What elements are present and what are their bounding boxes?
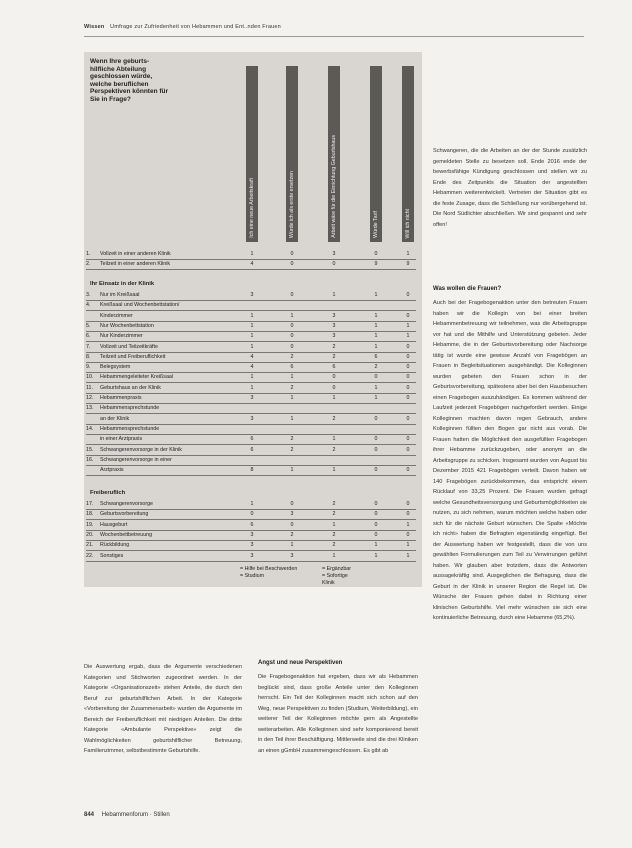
column-header-5-label: Will ich nicht (405, 208, 411, 238)
table-cell: 2 (332, 353, 336, 360)
table-cell: 1 (332, 395, 336, 401)
table-cell: 0 (332, 384, 336, 391)
table-row (86, 500, 416, 510)
table-cell: 2 (374, 364, 378, 371)
table-row (86, 415, 416, 425)
right-column-text-1 (433, 146, 587, 270)
column-header-1 (246, 66, 258, 242)
row-number: 5. (86, 322, 91, 329)
page-number: 844 (84, 812, 95, 818)
table-cell: 1 (250, 251, 254, 257)
table-row (86, 322, 416, 332)
row-label: Hebammensprechstunde (100, 405, 160, 412)
table-cell: 3 (250, 542, 254, 549)
table-cell: 0 (290, 261, 294, 268)
table-cell: 1 (374, 322, 378, 329)
table-cell: 1 (374, 292, 378, 298)
column-header-2 (286, 66, 298, 242)
header-section: Wissen (84, 24, 105, 30)
table-cell: 0 (406, 312, 410, 319)
page-header (84, 24, 584, 30)
table-cell: 3 (290, 511, 294, 518)
table-cell: 6 (250, 446, 254, 453)
column-header-4 (370, 66, 382, 242)
table-cell: 1 (332, 292, 336, 298)
table-row (86, 291, 416, 301)
table-row (86, 552, 416, 562)
table-cell: 1 (290, 395, 294, 401)
table-cell: 0 (290, 343, 294, 350)
row-label: Kinderzimmer (100, 312, 133, 319)
table-cell: 1 (406, 521, 410, 528)
table-cell: 1 (250, 374, 254, 381)
journal-name: Hebammenforum · Stillen (101, 812, 170, 818)
legend-item: = Studium (240, 573, 264, 579)
row-number: 8. (86, 353, 91, 360)
table-cell: 0 (406, 511, 410, 518)
table-cell: 0 (374, 521, 378, 528)
column-header-4-label: Würde Tarif (373, 211, 379, 238)
row-number: 21. (86, 542, 94, 549)
table-cell: 0 (406, 415, 410, 422)
table-cell: 1 (374, 395, 378, 401)
row-label: Hebammensprechstunde (100, 425, 160, 432)
table-row (86, 373, 416, 383)
legend-item: = Hilfe bei Beschwerden (240, 566, 298, 572)
table-row (86, 425, 416, 435)
column-header-2-label: Würde ich als erste ersetzen (289, 170, 295, 238)
row-number: 11. (86, 384, 93, 391)
table-cell: 2 (290, 531, 294, 538)
row-number: 6. (86, 333, 91, 340)
table-cell: 0 (332, 261, 336, 268)
row-number: 12. (86, 395, 94, 401)
legend-item: = Ergänzbar (322, 566, 352, 572)
row-label: Vollzeit in einer anderen Klinik (100, 251, 171, 257)
table-cell: 0 (374, 251, 378, 257)
table-row (86, 301, 416, 311)
table-cell: 3 (332, 322, 336, 329)
row-label: Nur im Kreißsaal (100, 292, 140, 298)
table-cell: 1 (332, 436, 336, 443)
row-label: Hebammengeleiteter Kreißsaal (100, 374, 174, 381)
table-cell: 3 (250, 415, 254, 422)
legend-left (240, 566, 300, 580)
table-cell: 0 (290, 292, 294, 298)
paragraph: Schwangeren, die die Arbeiten an der der Stunde zusätzlich gemeldeten Stelle zu besetzen soll. Ende 2016 ende der bewerbsfähige Kündigung geschlossen und stellen wir zu Ende des Zeitpunkts die Situation der angestellten Hebammen weiterentwickelt. Vertreten der Situation gibt es die feste Zusage, dass die Schließung nur vorübergehend ist. Die Nord Südlichter abschließen. Wir sind gespannt und sehr offen! (433, 148, 587, 228)
table-cell: 6 (332, 364, 336, 371)
table-cell: 0 (406, 501, 410, 507)
header-title: Umfrage zur Zufriedenheit von Hebammen und Ent..nden Frauen (110, 24, 281, 30)
table-cell: 1 (374, 542, 378, 549)
row-label: Hausgeburt (100, 521, 128, 528)
table-cell: 1 (374, 552, 378, 559)
table-cell: 1 (406, 333, 410, 340)
row-label: Rückbildung (100, 542, 130, 549)
row-number: 13. (86, 405, 94, 412)
table-cell: 0 (374, 467, 378, 474)
table-cell: 3 (332, 333, 336, 340)
table-cell: 1 (406, 542, 410, 549)
row-number: 3. (86, 292, 91, 298)
table-cell: 0 (406, 436, 410, 443)
table-cell: 8 (250, 467, 254, 474)
section-heading-klinik: Ihr Einsatz in der Klinik (90, 281, 155, 287)
table-cell: 0 (406, 292, 410, 298)
row-number: 14. (86, 425, 94, 432)
table-cell: 1 (250, 312, 254, 319)
table-cell: 0 (406, 364, 410, 371)
table-cell: 0 (374, 415, 378, 422)
row-number: 1. (86, 251, 91, 257)
table-cell: 0 (406, 395, 410, 401)
page-footer (84, 812, 170, 818)
table-cell: 2 (290, 446, 294, 453)
legend-item: Klinik (322, 580, 335, 586)
table-cell: 2 (332, 343, 336, 350)
table-cell: 0 (250, 511, 254, 518)
row-number: 10. (86, 374, 94, 381)
table-cell: 3 (250, 552, 254, 559)
table-cell: 3 (290, 552, 294, 559)
paragraph: Die Auswertung ergab, dass die Argumente verschiedenen Kategorien und Stichworten zugeordnet werden. In der Kategorie «Organisationszeit» stehen Anteile, die durch den Beruf zur geburtshilflichen Arbeit. In der Kategorie «Vorbereitung der Zusammenarbeit» wurden die Argumente im Bereich der Freiberuflichkeit mit niedrigen Anteilen. Die dritte Kategorie «Ambulante Perspektive» zeigt die Wahlmöglichkeiten geburtshilflicher Betreuung, Familienzimmer, selbstbestimmte Geburtshilfe. (84, 664, 242, 754)
column-header-3-label: Arbeit wäre für die Einrichtung Geburtshaus (331, 135, 337, 238)
table-row (86, 332, 416, 342)
table-cell: 4 (250, 353, 254, 360)
table-cell: 1 (332, 521, 336, 528)
table-cell: 0 (290, 501, 294, 507)
row-number: 20. (86, 531, 94, 538)
table-row (86, 250, 416, 260)
bottom-mid-heading: Angst und neue Perspektiven (258, 660, 343, 666)
table-cell: 0 (374, 374, 378, 381)
row-label: Teilzeit und Freiberuflichkeit (100, 353, 166, 360)
table-cell: 6 (250, 521, 254, 528)
row-number: 15. (86, 446, 94, 453)
table-cell: 2 (332, 511, 336, 518)
section-heading-freiberuflich: Freiberuflich (90, 490, 126, 496)
table-cell: 9 (406, 261, 410, 268)
table-cell: 1 (374, 333, 378, 340)
table-cell: 1 (374, 312, 378, 319)
table-cell: 2 (332, 531, 336, 538)
row-number: 9. (86, 364, 91, 371)
table-cell: 1 (374, 343, 378, 350)
table-cell: 0 (374, 436, 378, 443)
table-cell: 0 (406, 384, 410, 391)
table-cell: 0 (290, 333, 294, 340)
table-cell: 0 (406, 467, 410, 474)
bottom-mid-text (258, 672, 418, 802)
row-label: Belegsystem (100, 364, 131, 371)
table-cell: 6 (290, 364, 294, 371)
table-row (86, 353, 416, 363)
table-cell: 0 (406, 531, 410, 538)
table-cell: 1 (332, 467, 336, 474)
table-row (86, 404, 416, 414)
row-number: 22. (86, 552, 94, 559)
legend-right (322, 566, 382, 587)
table-cell: 3 (332, 251, 336, 257)
paragraph: Die Fragebogenaktion hat ergeben, dass wir als Hebammen beglückt sind, dass große Anteile unter den Kolleginnen herrscht. Ein Teil der Kolleginnen macht sich schon auf den Weg, neue Perspektiven zu finden (Studium, Weiterbildung), ein weiterer Teil der Kolleginnen möchte gern als Angestellte weiterarbeiten. Alle Kolleginnen sind sehr komponierend bereit in den Teil ihrer Beschäftigung. Mittlerweile sind die drei Kliniken an einen gGmbH zusammengeschlossen. Es gibt ab (258, 674, 418, 754)
table-row (86, 312, 416, 322)
column-header-1-label: Ich eine neue Arbeitskraft (249, 178, 255, 238)
table-row (86, 260, 416, 270)
table-cell: 1 (250, 384, 254, 391)
table-cell: 6 (374, 353, 378, 360)
row-label: Schwangerenvorsorge (100, 501, 153, 507)
table-cell: 1 (406, 322, 410, 329)
bottom-left-text (84, 662, 242, 802)
table-row (86, 343, 416, 353)
column-header-5 (402, 66, 414, 242)
table-cell: 4 (250, 261, 254, 268)
row-label: Sonstiges (100, 552, 124, 559)
row-label: Schwangerenvorsorge in der Klinik (100, 446, 182, 453)
row-label: Schwangerenvorsorge in einer (100, 456, 172, 463)
legend-item: = Sofortige (322, 573, 348, 579)
row-label: Vollzeit und Teilzeitkräfte (100, 343, 158, 350)
table-row (86, 466, 416, 476)
row-label: Nur Wochenbettstation (100, 322, 154, 329)
table-cell: 0 (290, 251, 294, 257)
table-row (86, 510, 416, 520)
table-cell: 1 (290, 415, 294, 422)
table-cell: 0 (406, 353, 410, 360)
paragraph: Auch bei der Fragebogenaktion unter den betreuten Frauen haben wir die Kollegin von bei einer breiten Hebammenbetreuung wir teilnehmen, was die Arbeitsgruppe vor hat und die Mithilfe und Unterstützung gebeten. Jeder Hebamme, die in der Geburtsvorbereitung oder Nachsorge tätig ist wurde eine gewisse Anzahl von Fragebögen an Frauen in Begleitsituationen ausgehändigt. Die Kolleginnen wurden gebeten den Frauen schon in der Geburtsvorbereitung, spätestens aber bei den Hausbesuchen einen Fragebogen auszuhändigen. Es kommen während der Laufzeit jederzeit Fragebögen nachgefordert werden. Einige Kolleginnen machten davon regen Gebrauch, andere Kolleginnen füllten den Bogen gar nicht aus vorab. Die Frauen hatten die Möglichkeit den ausgefüllten Fragebogen ihrer Hebamme zurückzugeben, oder anonym an die Arbeitsgruppe zu schicken. Insgesamt wurden von August bis Dezember 2015 421 Fragebögen verteilt. Davon haben wir 140 Fragebögen zurückbekommen, das entspricht einem Rücklauf von 33,25 Prozent. Die Frauen wurden gefragt welche Gesundheitsversorgung und Geburtsmöglichkeiten sie nutzen, zu sich nehmen, warum möchten welche haben oder sich für die nächste Geburt wünschen. Die Spalte «Möchte ich nicht» haben die Befragten eigenständig eingefügt. Bei der Auswertung haben wir festgestellt, dass die von uns gewählten Formulierungen zum Teil zu Verwirrungen geführt haben. Wir glauben aber trotzdem, dass die Antworten aussagekräftig sind. Ausgeglichen die Befragung, dass die Geburt in der Klinik in unserer Region die Regel ist. Die Wünsche der Frauen gehen dabei in Richtung einer klinischen Geburtshilfe. Viel mehr wünschen sie sich eine kontinuierliche Betreuung, durch eine Hebamme (65,2%). (433, 300, 587, 621)
table-cell: 1 (332, 552, 336, 559)
table-cell: 4 (250, 364, 254, 371)
column-header-3 (328, 66, 340, 242)
table-cell: 0 (406, 446, 410, 453)
table-row (86, 384, 416, 394)
table-row (86, 541, 416, 551)
table-row (86, 435, 416, 445)
table-cell: 0 (374, 446, 378, 453)
table-cell: 0 (406, 343, 410, 350)
table-cell: 2 (290, 353, 294, 360)
table-cell: 0 (406, 374, 410, 381)
table-cell: 1 (406, 552, 410, 559)
table-cell: 9 (374, 261, 378, 268)
row-number: 4. (86, 302, 91, 309)
row-label: Arztpraxis (100, 467, 124, 474)
table-cell: 2 (290, 384, 294, 391)
table-cell: 2 (332, 446, 336, 453)
table-cell: 1 (250, 501, 254, 507)
table-cell: 1 (290, 542, 294, 549)
table-row (86, 531, 416, 541)
right-heading: Was wollen die Frauen? (433, 286, 502, 292)
table-row (86, 521, 416, 531)
row-number: 18. (86, 511, 94, 518)
table-cell: 1 (374, 384, 378, 391)
table-cell: 0 (332, 374, 336, 381)
row-number: 7. (86, 343, 91, 350)
row-label: Kreißsaal und Wochenbettstation/ (100, 302, 180, 309)
table-cell: 1 (406, 251, 410, 257)
row-label: Hebammenpraxis (100, 395, 142, 401)
table-cell: 3 (250, 531, 254, 538)
row-label: in einer Arztpraxis (100, 436, 143, 443)
row-label: Geburtsvorbereitung (100, 511, 149, 518)
row-label: an der Klinik (100, 415, 130, 422)
row-number: 17. (86, 501, 94, 507)
table-cell: 0 (374, 501, 378, 507)
table-cell: 0 (374, 511, 378, 518)
table-cell: 2 (332, 415, 336, 422)
table-cell: 1 (290, 312, 294, 319)
table-row (86, 456, 416, 466)
table-cell: 6 (250, 436, 254, 443)
table-cell: 3 (332, 312, 336, 319)
table-cell: 3 (250, 292, 254, 298)
table-cell: 0 (374, 531, 378, 538)
row-number: 16. (86, 456, 94, 463)
row-label: Geburtshaus an der Klinik (100, 384, 161, 391)
table-cell: 2 (332, 542, 336, 549)
table-cell: 0 (290, 322, 294, 329)
row-label: Nur Kinderzimmer (100, 333, 143, 340)
survey-question: Wenn Ihre geburts-hilfliche Abteilung geschlossen würde, welche beruflichen Perspektiven könnten für Sie in Frage? (90, 58, 169, 103)
row-label: Teilzeit in einer anderen Klinik (100, 261, 171, 268)
row-number: 19. (86, 521, 94, 528)
table-row (86, 363, 416, 373)
table-cell: 1 (250, 333, 254, 340)
right-column-text-2 (433, 298, 587, 803)
table-row (86, 394, 416, 404)
row-label: Wochenbettbetreuung (100, 531, 153, 538)
table-cell: 1 (290, 467, 294, 474)
table-row (86, 446, 416, 456)
table-cell: 3 (250, 395, 254, 401)
table-cell: 0 (290, 521, 294, 528)
table-cell: 2 (290, 436, 294, 443)
header-rule (84, 36, 584, 37)
table-cell: 1 (250, 322, 254, 329)
row-number: 2. (86, 261, 91, 268)
table-cell: 1 (290, 374, 294, 381)
table-cell: 1 (250, 343, 254, 350)
table-cell: 2 (332, 501, 336, 507)
